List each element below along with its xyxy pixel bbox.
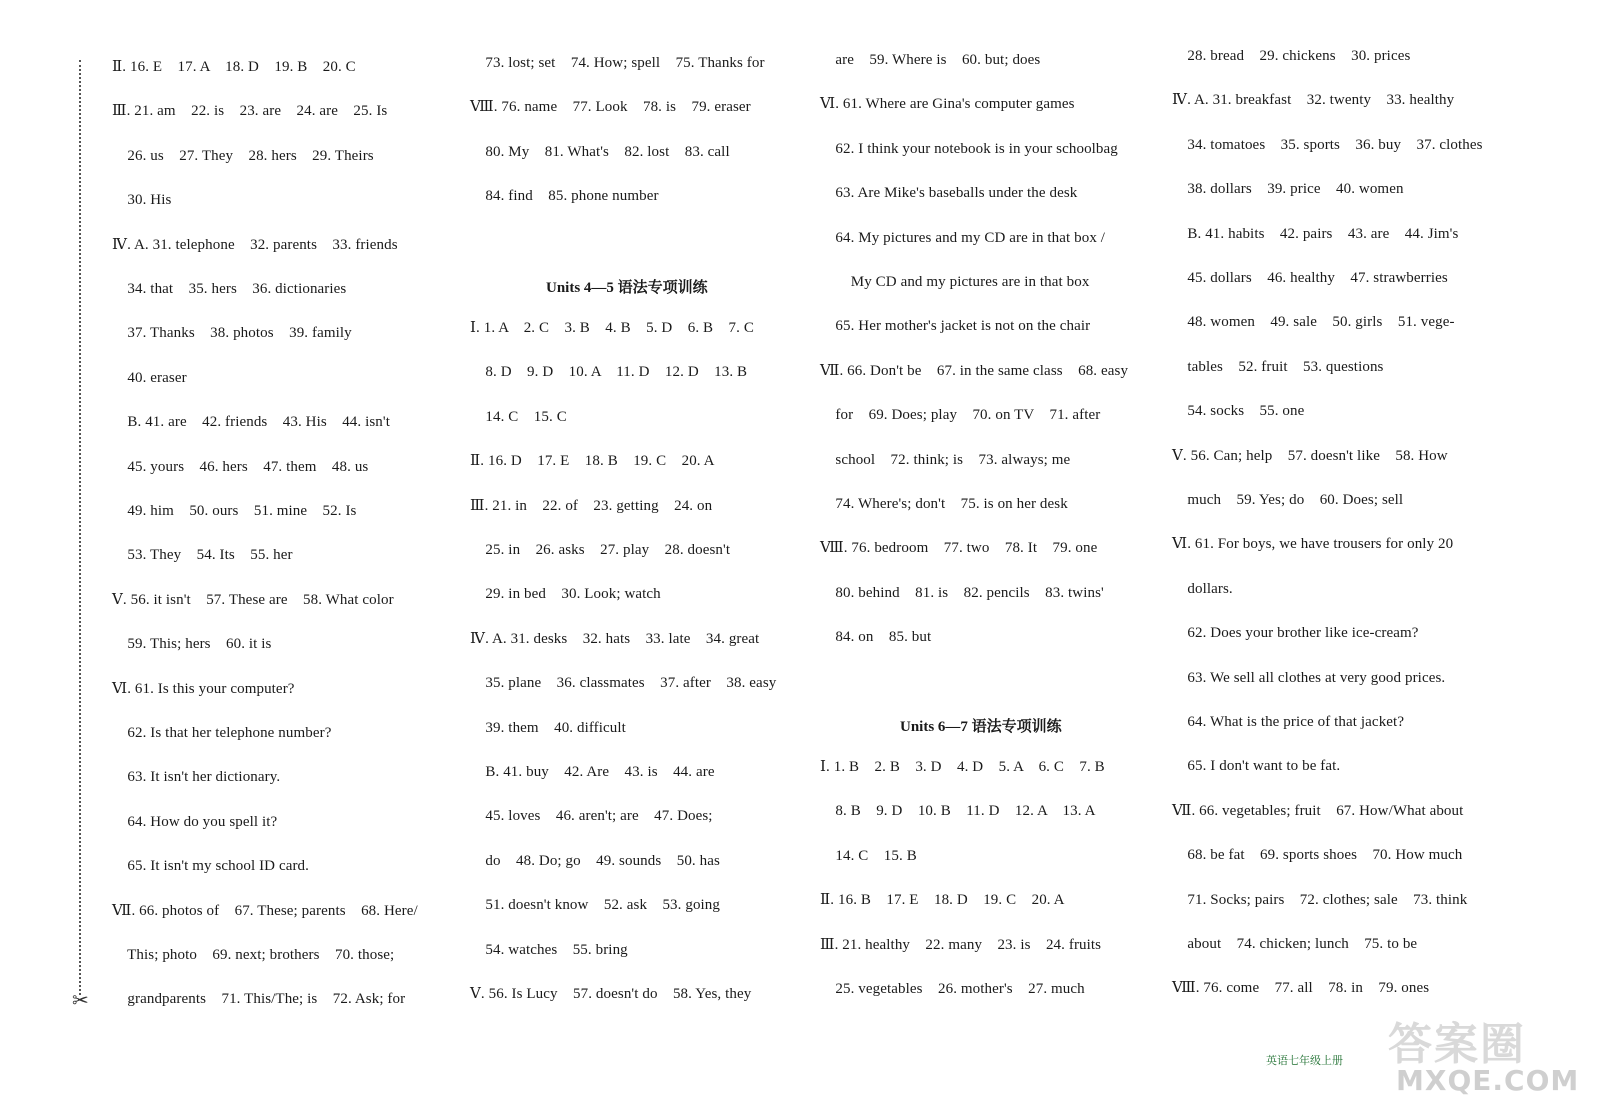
answer-line: 84. on 85. but [820,629,932,646]
cut-line [79,60,81,995]
answer-line: 64. How do you spell it? [112,813,278,830]
answer-line: 51. doesn't know 52. ask 53. going [470,897,721,914]
answer-line: 54. socks 55. one [1172,403,1305,420]
answer-line: tables 52. fruit 53. questions [1172,358,1384,375]
book-footer-label: 英语七年级上册 [1266,1054,1343,1067]
answer-line: 63. We sell all clothes at very good prices. [1172,669,1446,686]
answer-line: 63. Are Mike's baseballs under the desk [820,185,1078,202]
answer-line: B. 41. buy 42. Are 43. is 44. are [470,764,715,780]
watermark-text: 答案圈 [1388,1019,1526,1070]
answer-line: about 74. chicken; lunch 75. to be [1172,936,1418,952]
answer-line: dollars. [1172,580,1233,597]
answer-line: 63. It isn't her dictionary. [112,769,281,786]
answer-line: Ⅷ. 76. bedroom 77. two 78. It 79. one [820,540,1098,557]
answer-line: Ⅶ. 66. vegetables; fruit 67. How/What about [1172,802,1464,819]
answer-line: 25. in 26. asks 27. play 28. doesn't [470,542,731,558]
answer-line: Ⅳ. A. 31. breakfast 32. twenty 33. healthy [1172,92,1455,109]
answer-column-1 [112,0,472,1118]
answer-line: Ⅱ. 16. B 17. E 18. D 19. C 20. A [820,892,1065,909]
answer-line: 84. find 85. phone number [470,188,659,205]
answer-line: are 59. Where is 60. but; does [820,52,1041,68]
answer-column-2 [470,0,830,1118]
answer-line: B. 41. habits 42. pairs 43. are 44. Jim's [1172,225,1459,242]
answer-line: 71. Socks; pairs 72. clothes; sale 73. think [1172,891,1468,908]
answer-line: Ⅶ. 66. photos of 67. These; parents 68. Here/ [112,902,418,919]
answer-line: 62. I think your notebook is in your schoolbag [820,140,1118,157]
answer-line: Ⅱ. 16. D 17. E 18. B 19. C 20. A [470,453,715,470]
answer-line: Ⅳ. A. 31. desks 32. hats 33. late 34. great [470,630,760,647]
answer-line: 73. lost; set 74. How; spell 75. Thanks for [470,55,765,71]
answer-line: for 69. Does; play 70. on TV 71. after [820,407,1101,424]
answer-line: 26. us 27. They 28. hers 29. Theirs [112,147,374,164]
answer-line: 65. Her mother's jacket is not on the chair [820,318,1091,335]
answer-line: Ⅲ. 21. in 22. of 23. getting 24. on [470,497,713,514]
answer-line: 49. him 50. ours 51. mine 52. Is [112,503,357,519]
answer-line: Ⅷ. 76. come 77. all 78. in 79. ones [1172,980,1430,997]
answer-line: Ⅰ. 1. A 2. C 3. B 4. B 5. D 6. B 7. C [470,320,754,336]
answer-line: 65. I don't want to be fat. [1172,758,1341,775]
answer-line: 62. Does your brother like ice-cream? [1172,625,1419,642]
answer-line: 45. yours 46. hers 47. them 48. us [112,458,369,475]
answer-line: 37. Thanks 38. photos 39. family [112,325,352,342]
answer-line: do 48. Do; go 49. sounds 50. has [470,852,720,869]
answer-line: 64. My pictures and my CD are in that box / [820,229,1106,246]
answer-line: 48. women 49. sale 50. girls 51. vege- [1172,314,1455,331]
answer-line: 59. This; hers 60. it is [112,636,272,653]
answer-line: 29. in bed 30. Look; watch [470,586,661,603]
answer-line: 35. plane 36. classmates 37. after 38. easy [470,675,777,692]
answer-line: 45. loves 46. aren't; are 47. Does; [470,808,713,825]
answer-column-3 [820,0,1180,1118]
answer-line: Ⅴ. 56. Can; help 57. doesn't like 58. How [1172,447,1448,464]
answer-line: 34. that 35. hers 36. dictionaries [112,281,347,297]
scissors-icon: ✂ [72,988,89,1012]
answer-line: Ⅶ. 66. Don't be 67. in the same class 68. easy [820,362,1129,379]
answer-line: 8. B 9. D 10. B 11. D 12. A 13. A [820,803,1096,820]
answer-line: 64. What is the price of that jacket? [1172,714,1405,730]
answer-line: 53. They 54. Its 55. her [112,547,293,564]
answer-line: B. 41. are 42. friends 43. His 44. isn't [112,414,390,431]
answer-line: Ⅴ. 56. it isn't 57. These are 58. What color [112,591,394,608]
answer-line: 30. His [112,192,172,209]
answer-line: Ⅵ. 61. Is this your computer? [112,680,295,697]
answer-line: Ⅵ. 61. For boys, we have trousers for only 20 [1172,536,1454,553]
answer-line: Ⅵ. 61. Where are Gina's computer games [820,96,1075,113]
section-heading: Units 6—7 语法专项训练 [900,719,1062,735]
answer-line: 14. C 15. B [820,847,917,864]
answer-column-4 [1172,0,1532,1118]
answer-line: 14. C 15. C [470,408,567,425]
answer-line: 74. Where's; don't 75. is on her desk [820,496,1068,512]
watermark-logo [1388,1008,1580,1108]
answer-line: much 59. Yes; do 60. Does; sell [1172,492,1404,508]
answer-line: 80. behind 81. is 82. pencils 83. twins' [820,584,1104,601]
answer-line: 39. them 40. difficult [470,719,626,736]
answer-line: 28. bread 29. chickens 30. prices [1172,48,1411,64]
answer-line: Ⅲ. 21. am 22. is 23. are 24. are 25. Is [112,103,388,120]
answer-line: 38. dollars 39. price 40. women [1172,181,1404,198]
answer-line: 8. D 9. D 10. A 11. D 12. D 13. B [470,364,748,381]
answer-line: 54. watches 55. bring [470,941,628,958]
answer-line: 62. Is that her telephone number? [112,725,332,741]
answer-line: 40. eraser [112,369,187,386]
answer-line: Ⅰ. 1. B 2. B 3. D 4. D 5. A 6. C 7. B [820,759,1105,775]
answer-line: Ⅷ. 76. name 77. Look 78. is 79. eraser [470,99,751,116]
answer-line: school 72. think; is 73. always; me [820,451,1071,468]
section-heading: Units 4—5 语法专项训练 [546,280,708,296]
answer-line: Ⅲ. 21. healthy 22. many 23. is 24. fruits [820,936,1102,953]
answer-line: 80. My 81. What's 82. lost 83. call [470,143,730,160]
answer-line: My CD and my pictures are in that box [820,274,1090,290]
answer-line: 34. tomatoes 35. sports 36. buy 37. clothes [1172,136,1483,153]
answer-line: 45. dollars 46. healthy 47. strawberries [1172,270,1448,286]
answer-line: Ⅱ. 16. E 17. A 18. D 19. B 20. C [112,59,356,75]
watermark-url: MXQE.COM [1396,1064,1580,1097]
answer-line: 65. It isn't my school ID card. [112,858,310,875]
answer-line: grandparents 71. This/The; is 72. Ask; for [112,991,406,1008]
answer-line: 25. vegetables 26. mother's 27. much [820,981,1085,997]
answer-line: Ⅴ. 56. Is Lucy 57. doesn't do 58. Yes, they [470,986,752,1002]
answer-line: This; photo 69. next; brothers 70. those; [112,947,395,963]
answer-line: Ⅳ. A. 31. telephone 32. parents 33. friends [112,236,398,253]
answer-line: 68. be fat 69. sports shoes 70. How much [1172,847,1463,864]
